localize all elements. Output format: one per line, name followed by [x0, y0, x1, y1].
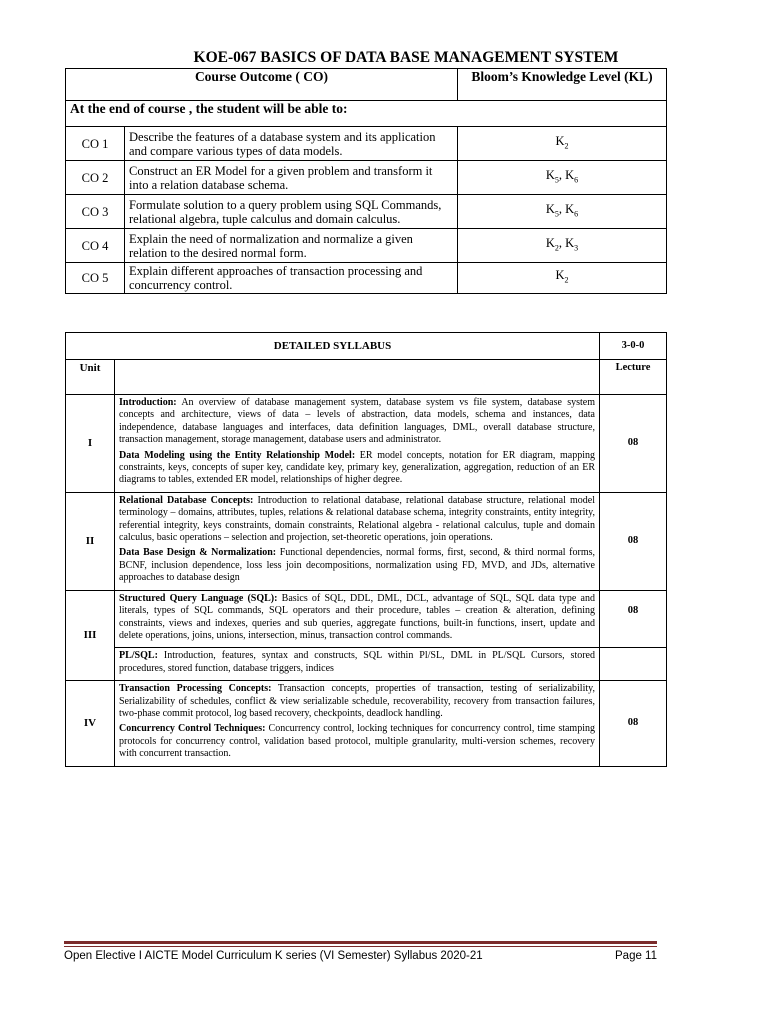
topic-paragraph — [119, 495, 595, 545]
topic-paragraph — [119, 397, 595, 447]
syllabus-header: DETAILED SYLLABUS — [66, 333, 600, 360]
co-description: Construct an ER Model for a given problem and transform it into a relation database schema. — [125, 161, 458, 195]
co-kl — [458, 263, 667, 294]
syllabus-table — [65, 332, 667, 767]
topic-body: Introduction to relational database, relational database structure, relational model terminology – domains, attributes, tuples, relations & relational database schema, integrity constraints, entity integrity, referential integrity, keys constraints, domain constraints, Relational algebra - relational calculus, tuple and domain calculus, basic operations – selection and projection, set-theoretic operations, join operations. — [119, 494, 595, 544]
topic-body: Basics of SQL, DDL, DML, DCL, advantage of SQL, SQL data type and literals, types of SQL commands, SQL operators and their procedure, tables – creation & alteration, defining constraints, views and indexes, queries and sub queries, aggregate functions, built-in functions, insert, update and delete operations, joins, unions, intersection, minus, transaction control commands. — [119, 592, 595, 641]
topic-paragraph — [119, 450, 595, 487]
topic-paragraph — [119, 547, 595, 584]
page-title: KOE-067 BASICS OF DATA BASE MANAGEMENT SYSTEM — [193, 49, 619, 66]
co-id: CO 2 — [66, 161, 125, 195]
kl-k: K — [555, 133, 565, 148]
co-kl — [458, 161, 667, 195]
co-row — [66, 229, 667, 263]
kl-extra-sub: 3 — [574, 243, 579, 253]
co-intro: At the end of course , the student will be able to: — [66, 101, 667, 127]
co-row — [66, 195, 667, 229]
co-header-row — [66, 69, 667, 101]
kl-extra: , K — [558, 235, 575, 250]
kl-sub: 2 — [564, 141, 569, 151]
unit-row — [66, 492, 667, 590]
co-id: CO 1 — [66, 127, 125, 161]
unit-column-header: Unit — [66, 360, 115, 395]
topic-body: Concurrency control, locking techniques for concurrency control, time stamping protocols for concurrency control, validation based protocol, multiple granularity, multi-version schemes, recovery with concurrent transaction. — [119, 723, 595, 760]
unit-lectures-empty — [600, 648, 667, 681]
footer-rule-thin — [64, 946, 657, 947]
kl-sub: 2 — [554, 243, 559, 253]
topic-heading: Transaction Processing Concepts: — [119, 683, 272, 695]
topic-heading: Data Modeling using the Entity Relationship Model: — [119, 449, 356, 461]
topics-column-header — [115, 360, 600, 395]
kl-k: K — [545, 235, 555, 250]
co-kl — [458, 195, 667, 229]
kl-extra: , K — [558, 201, 575, 216]
kl-k: K — [545, 201, 555, 216]
unit-topics — [115, 492, 600, 590]
unit-lectures: 08 — [600, 590, 667, 648]
unit-row-continued — [66, 648, 667, 681]
topic-body: Introduction, features, syntax and constructs, SQL within Pl/SL, DML in PL/SQL Cursors, stored procedures, stored function, database triggers, indices — [119, 650, 595, 674]
unit-number: II — [66, 492, 115, 590]
unit-topics — [115, 590, 600, 648]
co-kl — [458, 229, 667, 263]
kl-sub: 2 — [564, 275, 569, 285]
topic-paragraph — [119, 650, 595, 675]
topic-paragraph — [119, 723, 595, 760]
kl-extra-sub: 6 — [574, 175, 579, 185]
unit-row — [66, 395, 667, 493]
topic-body: Transaction concepts, properties of transaction, testing of serializability, Serializability of schedules, conflict & view serializable schedule, recoverability, recovery from transaction failures, two-phase commit protocol, log based recovery, checkpoints, deadlock handling. — [119, 683, 595, 719]
kl-sub: 5 — [554, 209, 559, 219]
unit-lectures: 08 — [600, 492, 667, 590]
unit-topics — [115, 648, 600, 681]
co-row — [66, 161, 667, 195]
co-id: CO 3 — [66, 195, 125, 229]
syllabus-col-header-row — [66, 360, 667, 395]
topic-body: An overview of database management system, database system vs file system, database system concepts and architecture, views of data – levels of abstraction, data models, schema and instances, data independence, database languages and interfaces, data definition languages, DML, overall database structure, transaction management, storage management, database users and administrator. — [119, 397, 595, 446]
ltp-value: 3-0-0 — [600, 333, 667, 360]
topic-body: ER model concepts, notation for ER diagram, mapping constraints, keys, concepts of super key, candidate key, primary key, generalization, aggregation, reduction of an ER diagrams to tables, extended ER model, relationships of higher degree. — [119, 449, 595, 486]
kl-header: Bloom’s Knowledge Level (KL) — [458, 69, 667, 101]
lecture-column-header: Lecture — [600, 360, 667, 395]
kl-k: K — [555, 268, 565, 283]
co-row — [66, 263, 667, 294]
syllabus-header-row — [66, 333, 667, 360]
unit-row — [66, 590, 667, 648]
topic-heading: Structured Query Language (SQL): — [119, 592, 278, 604]
footer-rule — [64, 941, 657, 944]
topic-heading: Relational Database Concepts: — [119, 494, 254, 506]
co-intro-row — [66, 101, 667, 127]
topic-body: Functional dependencies, normal forms, first, second, & third normal forms, BCNF, inclusion dependence, loss less join decompositions, normalization using FD, MVD, and JDs, alternative approaches to database design — [119, 547, 595, 584]
topic-heading: Concurrency Control Techniques: — [119, 723, 266, 735]
co-kl — [458, 127, 667, 161]
course-outcome-table — [65, 68, 667, 294]
topic-heading: Data Base Design & Normalization: — [119, 547, 277, 559]
unit-number: IV — [66, 681, 115, 766]
co-description: Describe the features of a database system and its application and compare various types of data models. — [125, 127, 458, 161]
topic-paragraph — [119, 683, 595, 720]
kl-sub: 5 — [554, 175, 559, 185]
topic-heading: PL/SQL: — [119, 650, 158, 662]
co-id: CO 4 — [66, 229, 125, 263]
unit-row — [66, 681, 667, 766]
kl-extra: , K — [558, 167, 575, 182]
unit-topics — [115, 681, 600, 766]
page-number: Page 11 — [615, 950, 657, 962]
footer-text: Open Elective I AICTE Model Curriculum K series (VI Semester) Syllabus 2020-21 — [64, 950, 483, 962]
co-description: Explain the need of normalization and normalize a given relation to the desired normal form. — [125, 229, 458, 263]
topic-paragraph — [119, 593, 595, 643]
kl-extra-sub: 6 — [574, 209, 579, 219]
topic-heading: Introduction: — [119, 397, 177, 408]
co-row — [66, 127, 667, 161]
kl-k: K — [545, 167, 555, 182]
unit-number: III — [66, 590, 115, 680]
co-header: Course Outcome ( CO) — [66, 69, 458, 101]
unit-lectures: 08 — [600, 395, 667, 493]
unit-lectures: 08 — [600, 681, 667, 766]
unit-number: I — [66, 395, 115, 493]
unit-topics — [115, 395, 600, 493]
co-description: Formulate solution to a query problem using SQL Commands, relational algebra, tuple calculus and domain calculus. — [125, 195, 458, 229]
co-description: Explain different approaches of transaction processing and concurrency control. — [125, 263, 458, 294]
co-id: CO 5 — [66, 263, 125, 294]
